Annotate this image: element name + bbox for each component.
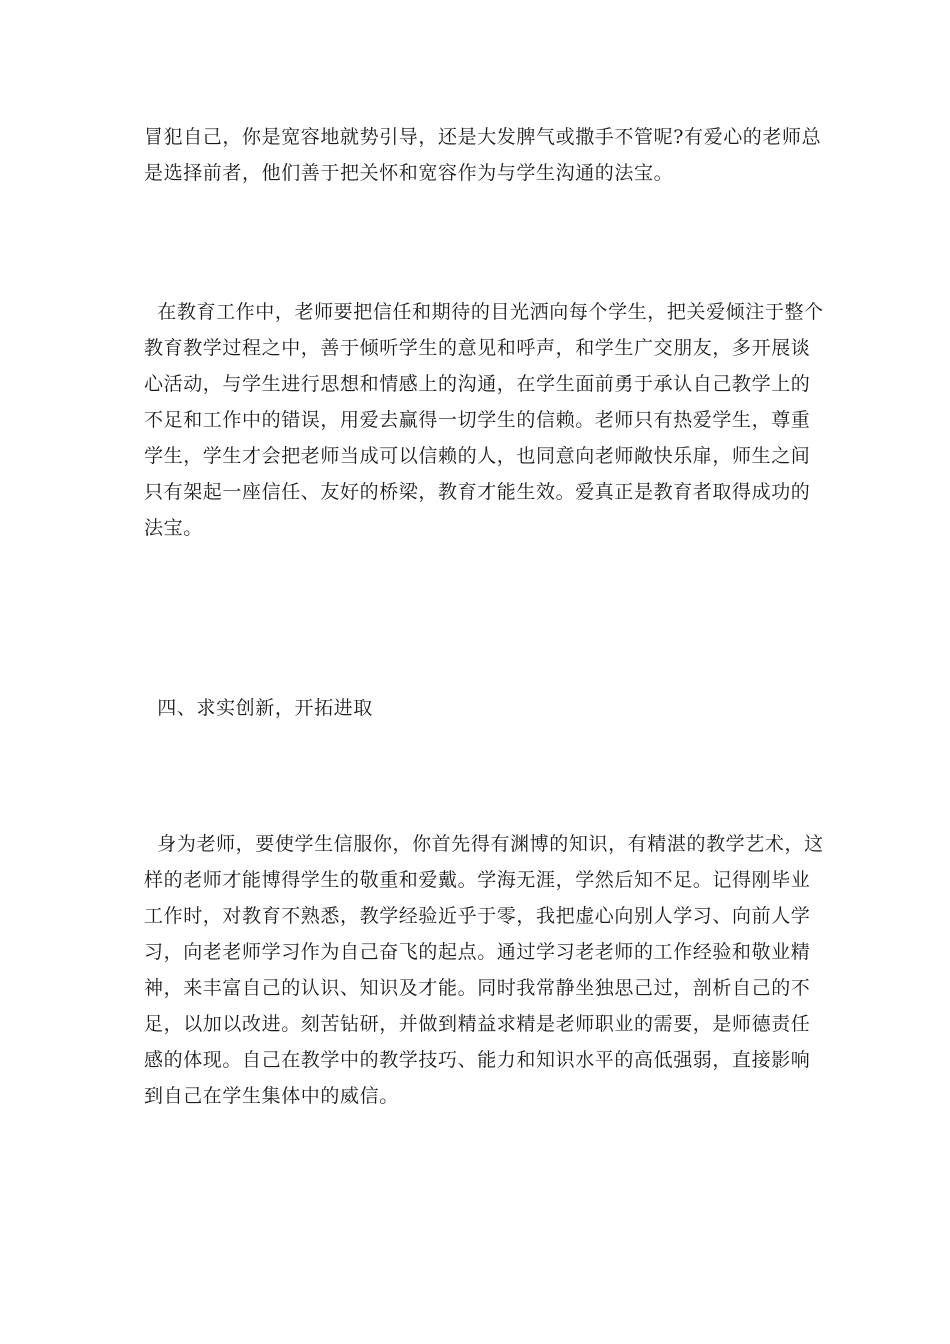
text-line: 足，以加以改进。刻苦钻研，并做到精益求精是老师职业的需要，是师德责任 [144, 1013, 811, 1035]
text-line: 样的老师才能博得学生的敬重和爱戴。学海无涯，学然后知不足。记得刚毕业 [144, 869, 811, 891]
section-heading-text: 四、求实创新，开拓进取 [144, 697, 373, 719]
text-line: 是选择前者，他们善于把关怀和宽容作为与学生沟通的法宝。 [144, 162, 674, 184]
text-line: 只有架起一座信任、友好的桥梁，教育才能生效。爱真正是教育者取得成功的 [144, 481, 811, 503]
text-line: 工作时，对教育不熟悉，教学经验近乎于零，我把虚心向别人学习、向前人学 [144, 905, 811, 927]
text-line: 不足和工作中的错误，用爱去赢得一切学生的信赖。老师只有热爱学生，尊重 [144, 409, 811, 431]
text-line: 学生，学生才会把老师当成可以信赖的人，也同意向老师敞快乐扉，师生之间 [144, 445, 811, 467]
text-line: 到自己在学生集体中的威信。 [144, 1085, 399, 1107]
text-line: 冒犯自己，你是宽容地就势引导，还是大发脾气或撒手不管呢?有爱心的老师总 [144, 126, 822, 148]
text-line: 心活动，与学生进行思想和情感上的沟通，在学生面前勇于承认自己教学上的 [144, 373, 811, 395]
text-line: 身为老师，要使学生信服你，你首先得有渊博的知识，有精湛的教学艺术，这 [144, 833, 824, 855]
text-line: 习，向老老师学习作为自己奋飞的起点。通过学习老老师的工作经验和敬业精 [144, 941, 811, 963]
paragraph-knowledge [144, 826, 824, 1114]
text-line: 法宝。 [144, 517, 203, 539]
paragraph-trust [144, 294, 824, 546]
text-line: 教育教学过程之中，善于倾听学生的意见和呼声，和学生广交朋友，多开展谈 [144, 337, 811, 359]
paragraph-compassion [144, 119, 822, 191]
text-line: 感的体现。自己在教学中的教学技巧、能力和知识水平的高低强弱，直接影响 [144, 1049, 811, 1071]
text-line: 在教育工作中，老师要把信任和期待的目光洒向每个学生，把关爱倾注于整个 [144, 301, 824, 323]
section-heading [144, 690, 808, 726]
text-line: 神，来丰富自己的认识、知识及才能。同时我常静坐独思己过，剖析自己的不 [144, 977, 811, 999]
